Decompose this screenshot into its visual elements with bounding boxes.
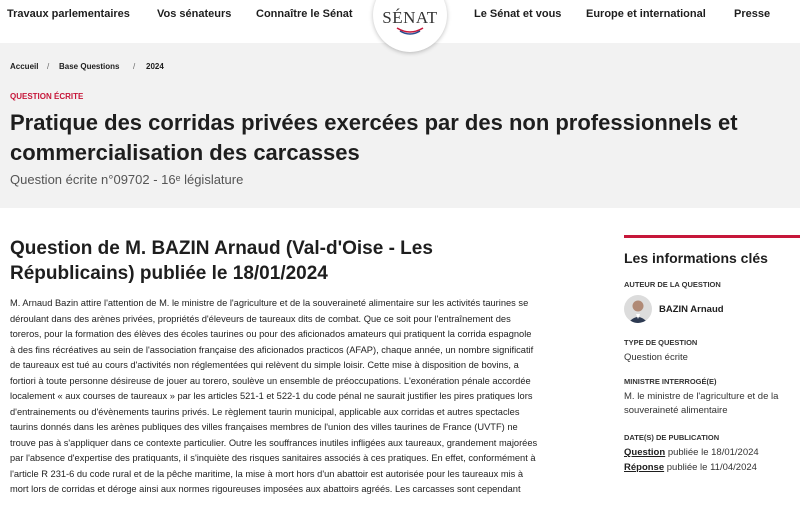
- pub-reponse-row: [624, 462, 757, 473]
- nav-vos-senateurs[interactable]: Vos sénateurs: [157, 8, 232, 20]
- question-link[interactable]: Question: [624, 447, 666, 458]
- reponse-link[interactable]: Réponse: [624, 462, 665, 473]
- minister-label: MINISTRE INTERROGÉ(E): [624, 377, 717, 386]
- nav-connaitre-le-senat[interactable]: Connaître le Sénat: [256, 8, 353, 20]
- nav-le-senat-et-vous[interactable]: Le Sénat et vous: [474, 8, 562, 20]
- author-link[interactable]: BAZIN Arnaud: [659, 304, 724, 315]
- dates-label: DATE(S) DE PUBLICATION: [624, 433, 720, 442]
- breadcrumb-current: 2024: [146, 62, 164, 71]
- page-subtitle: Question écrite n°09702 - 16ᵉ législature: [10, 172, 244, 187]
- avatar[interactable]: [624, 295, 652, 323]
- nav-travaux-parlementaires[interactable]: Travaux parlementaires: [7, 8, 130, 20]
- nav-europe-et-international[interactable]: Europe et international: [586, 8, 706, 20]
- question-date: publiée le 18/01/2024: [667, 447, 759, 458]
- person-icon: [624, 295, 652, 323]
- author-label: AUTEUR DE LA QUESTION: [624, 280, 721, 289]
- minister-value: M. le ministre de l'agriculture et de la souveraineté alimentaire: [624, 391, 779, 416]
- breadcrumb-accueil[interactable]: Accueil: [10, 62, 39, 71]
- page-title: Pratique des corridas privées exercées par des non professionnels et commercialisation des carcasses: [10, 110, 738, 165]
- type-value: Question écrite: [624, 352, 688, 363]
- question-type-kicker: QUESTION ÉCRITE: [10, 92, 84, 101]
- type-label: TYPE DE QUESTION: [624, 338, 698, 347]
- question-body: M. Arnaud Bazin attire l'attention de M. le ministre de l'agriculture et de la souveraineté alimentaire sur les activités taurines se déroulant dans des arènes privées, propriétés d'éleveurs de taureaux dits de combat. Que ce soit pour l'entraînement des toreros, pour la formation des élèves des écoles taurines ou pour des aficionados amateurs qui pratiquent la corrida espagnole à des fins récréatives au sein de l'association française des aficionados practicos (AFAP), chaque année, un nombre significatif de taureaux est tué au cours d'activités non réglementées qui relèvent du simple loisir. Cette mise à disposition de bovins, a fortiori à toute personne désireuse de jouer au torero, soulève un ensemble de préoccupations. L'exonération pénale accordée localement « aux courses de taureaux » par les articles 521-1 et 522-1 du code pénal ne saurait justifier les pires pratiques lors d'entrainements ou d'évènements taurins privés. Le règlement taurin municipal, applicable aux corridas et autres spectacles taurins donnés dans les arènes publiques des villes françaises membres de l'union des villes taurines de France (UVTF) ne trouve pas à s'appliquer dans ce contexte particulier. Outre les souffrances inutiles infligées aux taureaux, grandement majorées par l'absence d'expertise des pratiquants, il s'inquiète des risques sanitaires associés à ces pratiques. En effet, conformément à l'article R 231-6 du code rural et de la pêche maritime, la mise à mort hors d'un abattoir est autorisée pour les taureaux mis à mort lors de corridas et déroge ainsi aux normes rigoureuses imposées aux abattoirs agréés. Les carcasses sont cependant: [10, 298, 538, 494]
- question-title: Question de M. BAZIN Arnaud (Val-d'Oise - Les Républicains) publiée le 18/01/2024: [10, 238, 433, 284]
- logo-wordmark: SÉNAT: [382, 8, 438, 27]
- reponse-date: publiée le 11/04/2024: [666, 462, 757, 473]
- nav-presse[interactable]: Presse: [734, 8, 771, 20]
- info-title: Les informations clés: [624, 250, 768, 266]
- info-accent-bar: [624, 235, 800, 238]
- breadcrumb-separator: /: [133, 62, 136, 71]
- breadcrumb-separator: /: [47, 62, 50, 71]
- breadcrumb-base-questions[interactable]: Base Questions: [59, 62, 120, 71]
- logo-wave-icon: [395, 26, 425, 36]
- pub-question-row: [624, 447, 759, 458]
